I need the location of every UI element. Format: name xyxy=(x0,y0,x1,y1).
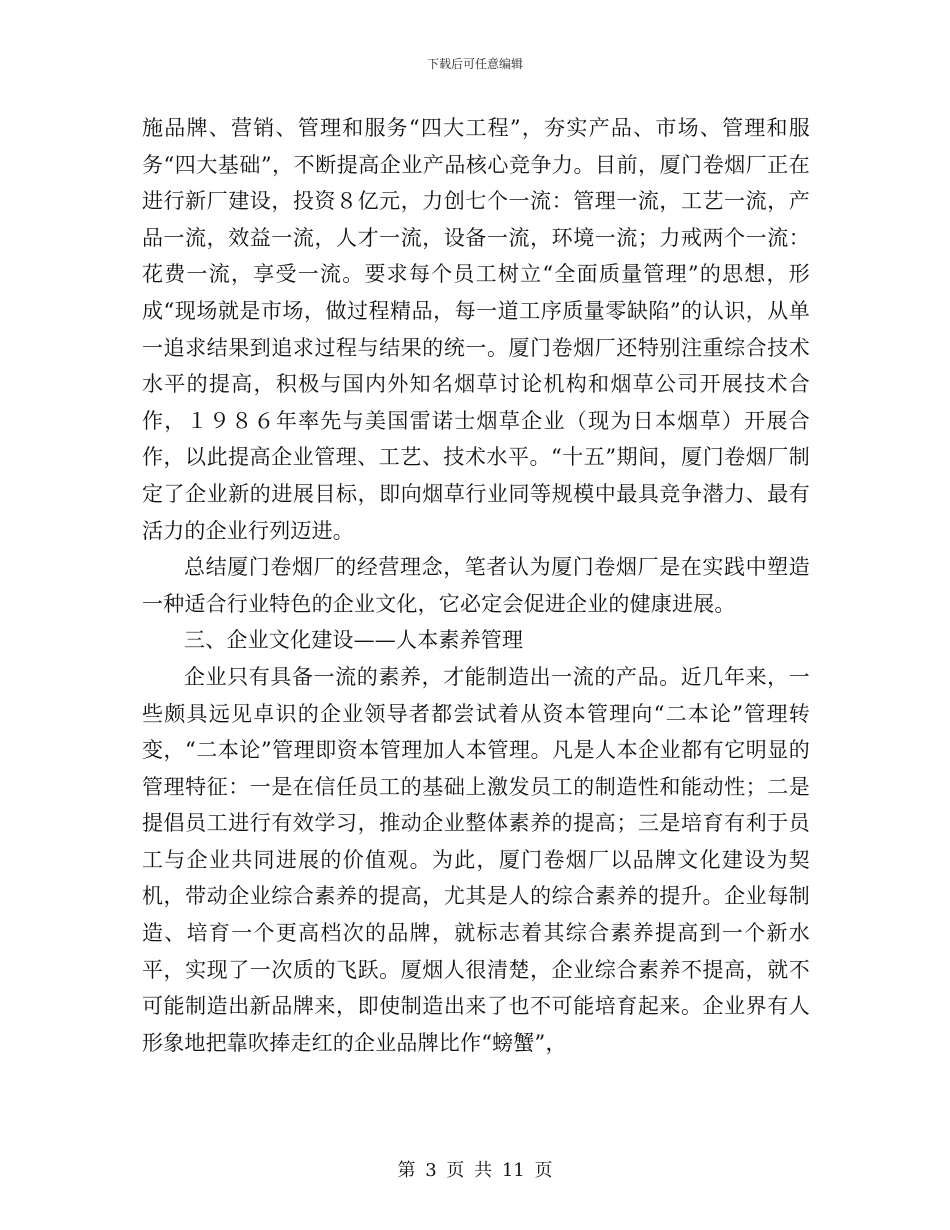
page-number-footer: 第 3 页 共 11 页 xyxy=(397,1160,553,1181)
paragraph-2: 总结厦门卷烟厂的经营理念，笔者认为厦门卷烟厂是在实践中塑造一种适合行业特色的企业文化，它必定会促进企业的健康进展。 xyxy=(142,555,810,616)
section-heading: 三、企业文化建设——人本素养管理 xyxy=(184,628,524,653)
paragraph-1: 施品牌、营销、管理和服务“四大工程”，夯实产品、市场、管理和服务“四大基础”，不断提高企业产品核心竞争力。目前，厦门卷烟厂正在进行新厂建设，投资８亿元，力创七个一流：管理一流，工艺一流，产品一流，效益一流，人才一流，设备一流，环境一流；力戒两个一流：花费一流，享受一流。要求每个员工树立“全面质量管理”的思想，形成“现场就是市场，做过程精品，每一道工序质量零缺陷”的认识，从单一追求结果到追求过程与结果的统一。厦门卷烟厂还特别注重综合技术水平的提高，积极与国内外知名烟草讨论机构和烟草公司开展技术合作，１９８６年率先与美国雷诺士烟草企业（现为日本烟草）开展合作，以此提高企业管理、工艺、技术水平。“十五”期间，厦门卷烟厂制定了企业新的进展目标，即向烟草行业同等规模中最具竞争潜力、最有活力的企业行列迈进。 xyxy=(142,116,810,543)
page-header: 下载后可任意编辑 xyxy=(426,57,523,71)
paragraph-3: 企业只有具备一流的素养，才能制造出一流的产品。近几年来，一些颇具远见卓识的企业领导者都尝试着从资本管理向“二本论”管理转变，“二本论”管理即资本管理加人本管理。凡是人本企业都有它明显的管理特征：一是在信任员工的基础上激发员工的制造性和能动性；二是提倡员工进行有效学习，推动企业整体素养的提高；三是培育有利于员工与企业共同进展的价值观。为此，厦门卷烟厂以品牌文化建设为契机，带动企业综合素养的提高，尤其是人的综合素养的提升。企业每制造、培育一个更高档次的品牌，就标志着其综合素养提高到一个新水平，实现了一次质的飞跃。厦烟人很清楚，企业综合素养不提高，就不可能制造出新品牌来，即使制造出来了也不可能培育起来。企业界有人形象地把靠吹捧走红的企业品牌比作“螃蟹”， xyxy=(142,664,810,1055)
document-body xyxy=(142,110,810,1061)
